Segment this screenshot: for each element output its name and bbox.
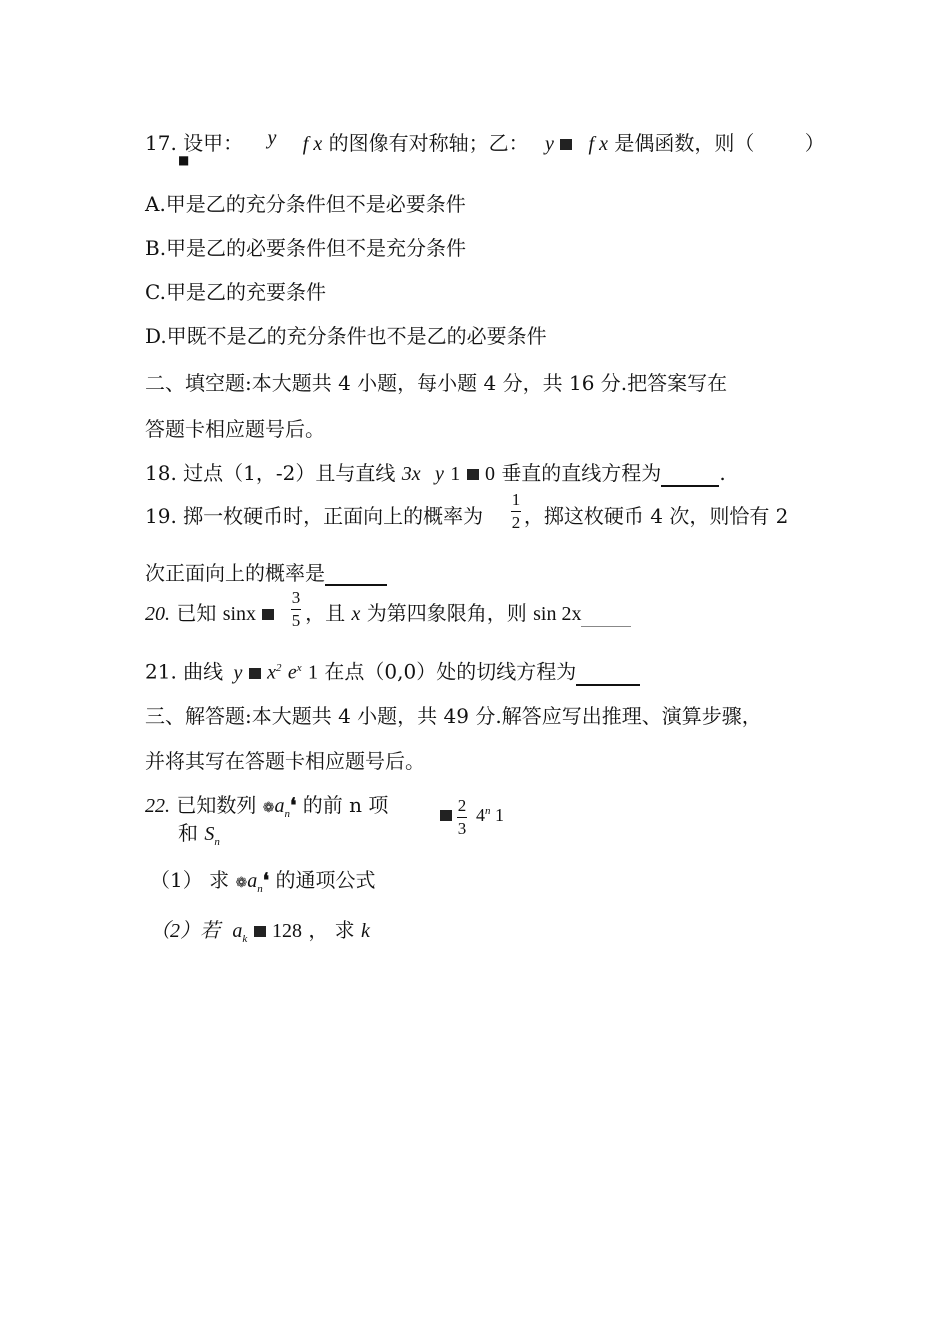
brace-icon: ❁ xyxy=(235,875,248,891)
fraction-denominator: 2 xyxy=(511,513,521,532)
section-3-heading: 三、解答题:本大题共 4 小题，共 49 分.解答应写出推理、演算步骤， xyxy=(145,704,762,728)
question-text: （1） 求 xyxy=(150,868,230,892)
formula-y: y xyxy=(434,463,444,485)
question-text: 的图像有对称轴；乙： xyxy=(328,131,529,155)
period: . xyxy=(719,461,726,485)
section-2-heading: 二、填空题:本大题共 4 小题，每小题 4 分，共 16 分.把答案写在 xyxy=(145,371,728,395)
formula-fx: f x xyxy=(302,133,323,155)
formula-1: 1 xyxy=(308,661,319,684)
answer-blank xyxy=(581,626,631,627)
brace-icon: ❁ xyxy=(262,800,275,816)
formula-y: y xyxy=(544,133,554,155)
fraction-denominator: 3 xyxy=(457,819,467,838)
option-d: D.甲既不是乙的充分条件也不是乙的必要条件 xyxy=(145,324,547,348)
question-20 xyxy=(145,600,631,627)
subscript-k: k xyxy=(242,933,248,945)
formula-1: 1 xyxy=(495,805,504,825)
question-text: 的通项公式 xyxy=(275,868,376,892)
formula-a: a xyxy=(232,920,243,942)
question-text: 的前 n 项 xyxy=(302,793,389,817)
question-text: 为第四象限角，则 xyxy=(366,601,527,625)
formula-1: 1 xyxy=(450,463,461,485)
formula-k: k xyxy=(361,920,370,942)
question-text: ， 求 xyxy=(308,918,355,942)
formula-sin2x: sin 2x xyxy=(533,603,582,625)
formula-y: y xyxy=(233,661,243,684)
question-text: 和 xyxy=(178,821,198,845)
answer-blank xyxy=(576,684,640,686)
formula-sinx: sinx xyxy=(222,603,257,625)
question-text: （2）若 xyxy=(150,920,220,942)
formula-4: 4 xyxy=(476,805,485,825)
fraction-three-fifths xyxy=(288,588,304,631)
question-22-part-2 xyxy=(150,917,370,952)
fraction-one-half xyxy=(508,490,524,533)
formula-sum xyxy=(440,805,452,824)
formula-power xyxy=(476,805,504,826)
symbol-box-icon xyxy=(560,139,572,150)
formula-3x: 3x xyxy=(401,463,421,485)
fraction-bar xyxy=(457,817,467,818)
question-22-part-1 xyxy=(150,867,376,902)
formula-x: x xyxy=(267,661,277,684)
symbol-box-icon xyxy=(249,668,261,679)
question-text: 18. 过点（1，-2）且与直线 xyxy=(145,461,396,485)
answer-blank xyxy=(661,485,719,487)
question-number: 17. xyxy=(145,131,177,155)
fraction-denominator: 5 xyxy=(291,611,301,630)
question-text: 是偶函数，则（ xyxy=(614,131,755,155)
superscript-n: n xyxy=(485,805,491,817)
question-number: 20. xyxy=(145,603,170,625)
question-21 xyxy=(145,655,640,686)
symbol-box-icon xyxy=(440,810,452,821)
symbol-box-icon xyxy=(262,609,274,620)
option-b: B.甲是乙的必要条件但不是充分条件 xyxy=(145,236,467,260)
symbol-box-glyph: ■ xyxy=(178,153,190,167)
section-3-heading-cont: 并将其写在答题卡相应题号后。 xyxy=(145,749,425,773)
formula-e: e xyxy=(287,661,297,684)
formula-fx: f x xyxy=(588,133,608,155)
subscript-n: n xyxy=(257,883,263,895)
question-text: 已知 xyxy=(176,601,217,625)
formula-S: S xyxy=(204,823,215,845)
question-text: 19. 掷一枚硬币时，正面向上的概率为 xyxy=(145,504,484,528)
fraction-bar xyxy=(291,609,301,610)
superscript-x: x xyxy=(296,662,302,674)
superscript-2: 2 xyxy=(276,662,282,674)
fraction-two-thirds xyxy=(454,796,470,839)
subscript-n: n xyxy=(284,808,290,820)
question-number: 22. xyxy=(145,795,170,817)
option-a: A.甲是乙的充分条件但不是必要条件 xyxy=(145,192,466,216)
question-text: 在点（0,0）处的切线方程为 xyxy=(324,659,577,684)
formula-x: x xyxy=(351,603,361,625)
fraction-numerator: 1 xyxy=(511,490,521,509)
formula-128: 128 xyxy=(271,920,302,942)
section-2-heading-cont: 答题卡相应题号后。 xyxy=(145,417,325,441)
fraction-numerator: 3 xyxy=(291,588,301,607)
option-c: C.甲是乙的充要条件 xyxy=(145,280,326,304)
brace-close-icon: ❛ xyxy=(289,793,297,817)
formula-a: a xyxy=(274,795,285,817)
question-text: 21. 曲线 xyxy=(145,659,224,684)
subscript-n: n xyxy=(214,836,220,848)
bracket-close: ） xyxy=(804,131,825,155)
question-text: 次正面向上的概率是 xyxy=(145,561,325,585)
question-text: 已知数列 xyxy=(176,793,257,817)
answer-blank xyxy=(325,584,387,586)
question-text: ，掷这枚硬币 4 次，则恰有 2 xyxy=(523,504,789,528)
question-17 xyxy=(145,127,825,157)
symbol-box-icon xyxy=(467,469,479,480)
formula-a: a xyxy=(247,870,258,892)
brace-close-icon: ❛ xyxy=(262,868,270,892)
question-19 xyxy=(145,503,788,529)
question-19-cont xyxy=(145,560,387,586)
fraction-numerator: 2 xyxy=(457,796,467,815)
question-22-sum xyxy=(178,820,220,855)
question-18 xyxy=(145,460,726,487)
formula-y: y xyxy=(267,127,277,149)
question-text: 垂直的直线方程为 xyxy=(501,461,662,485)
symbol-box-icon xyxy=(254,926,266,937)
fraction-bar xyxy=(511,511,521,512)
formula-0: 0 xyxy=(484,463,495,485)
question-text: 设甲： xyxy=(183,131,244,155)
question-text: ，且 xyxy=(305,601,346,625)
